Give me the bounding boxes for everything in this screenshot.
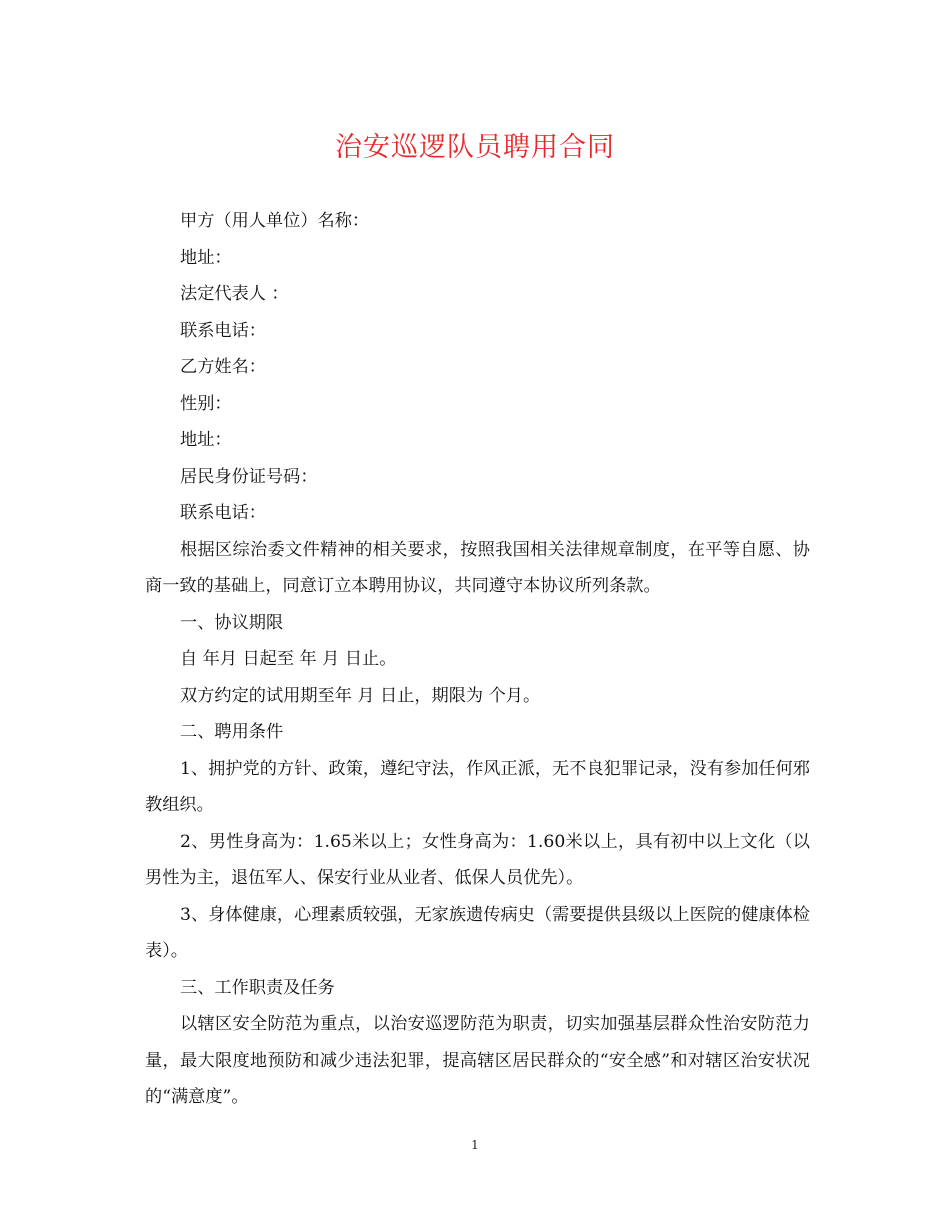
probation-period: 双方约定的试用期至年 月 日止，期限为 个月。	[180, 685, 541, 706]
party-a-phone: 联系电话：	[180, 320, 266, 341]
section-heading-duties: 三、工作职责及任务	[180, 977, 335, 998]
party-a-name: 甲方（用人单位）名称：	[180, 211, 370, 231]
party-b-phone: 联系电话：	[180, 503, 266, 523]
preamble-paragraph: 根据区综治委文件精神的相关要求，按照我国相关法律规章制度，在平等自愿、协商一致的基础上，同意订立本聘用协议，共同遵守本协议所列条款。	[145, 539, 810, 596]
document-body	[145, 203, 810, 1116]
duties-paragraph: 以辖区安全防范为重点，以治安巡逻防范为职责，切实加强基层群众性治安防范力量，最大限度地预防和减少违法犯罪，提高辖区居民群众的“安全感”和对辖区治安状况的“满意度”。	[145, 1014, 810, 1107]
term-dates: 自 年月 日起至 年 月 日止。	[180, 649, 397, 669]
condition-item-3: 3、身体健康，心理素质较强，无家族遗传病史（需要提供县级以上医院的健康体检表）。	[145, 904, 810, 961]
party-a-address: 地址：	[180, 247, 232, 268]
condition-item-2: 2、男性身高为：1.65米以上；女性身高为：1.60米以上，具有初中以上文化（以男性为主，退伍军人、保安行业从业者、低保人员优先）。	[145, 831, 810, 888]
legal-representative: 法定代表人 ：	[180, 284, 289, 304]
document-title: 治安巡逻队员聘用合同	[335, 132, 615, 163]
party-b-id-number: 居民身份证号码：	[180, 466, 318, 487]
party-b-name: 乙方姓名：	[180, 357, 266, 377]
section-heading-term: 一、协议期限	[180, 612, 284, 633]
condition-item-1: 1、拥护党的方针、政策，遵纪守法，作风正派，无不良犯罪记录，没有参加任何邪教组织。	[145, 758, 810, 815]
section-heading-conditions: 二、聘用条件	[180, 722, 284, 742]
party-b-address: 地址：	[180, 430, 232, 450]
party-b-gender: 性别：	[180, 393, 232, 414]
page-number: 1	[471, 1138, 479, 1152]
